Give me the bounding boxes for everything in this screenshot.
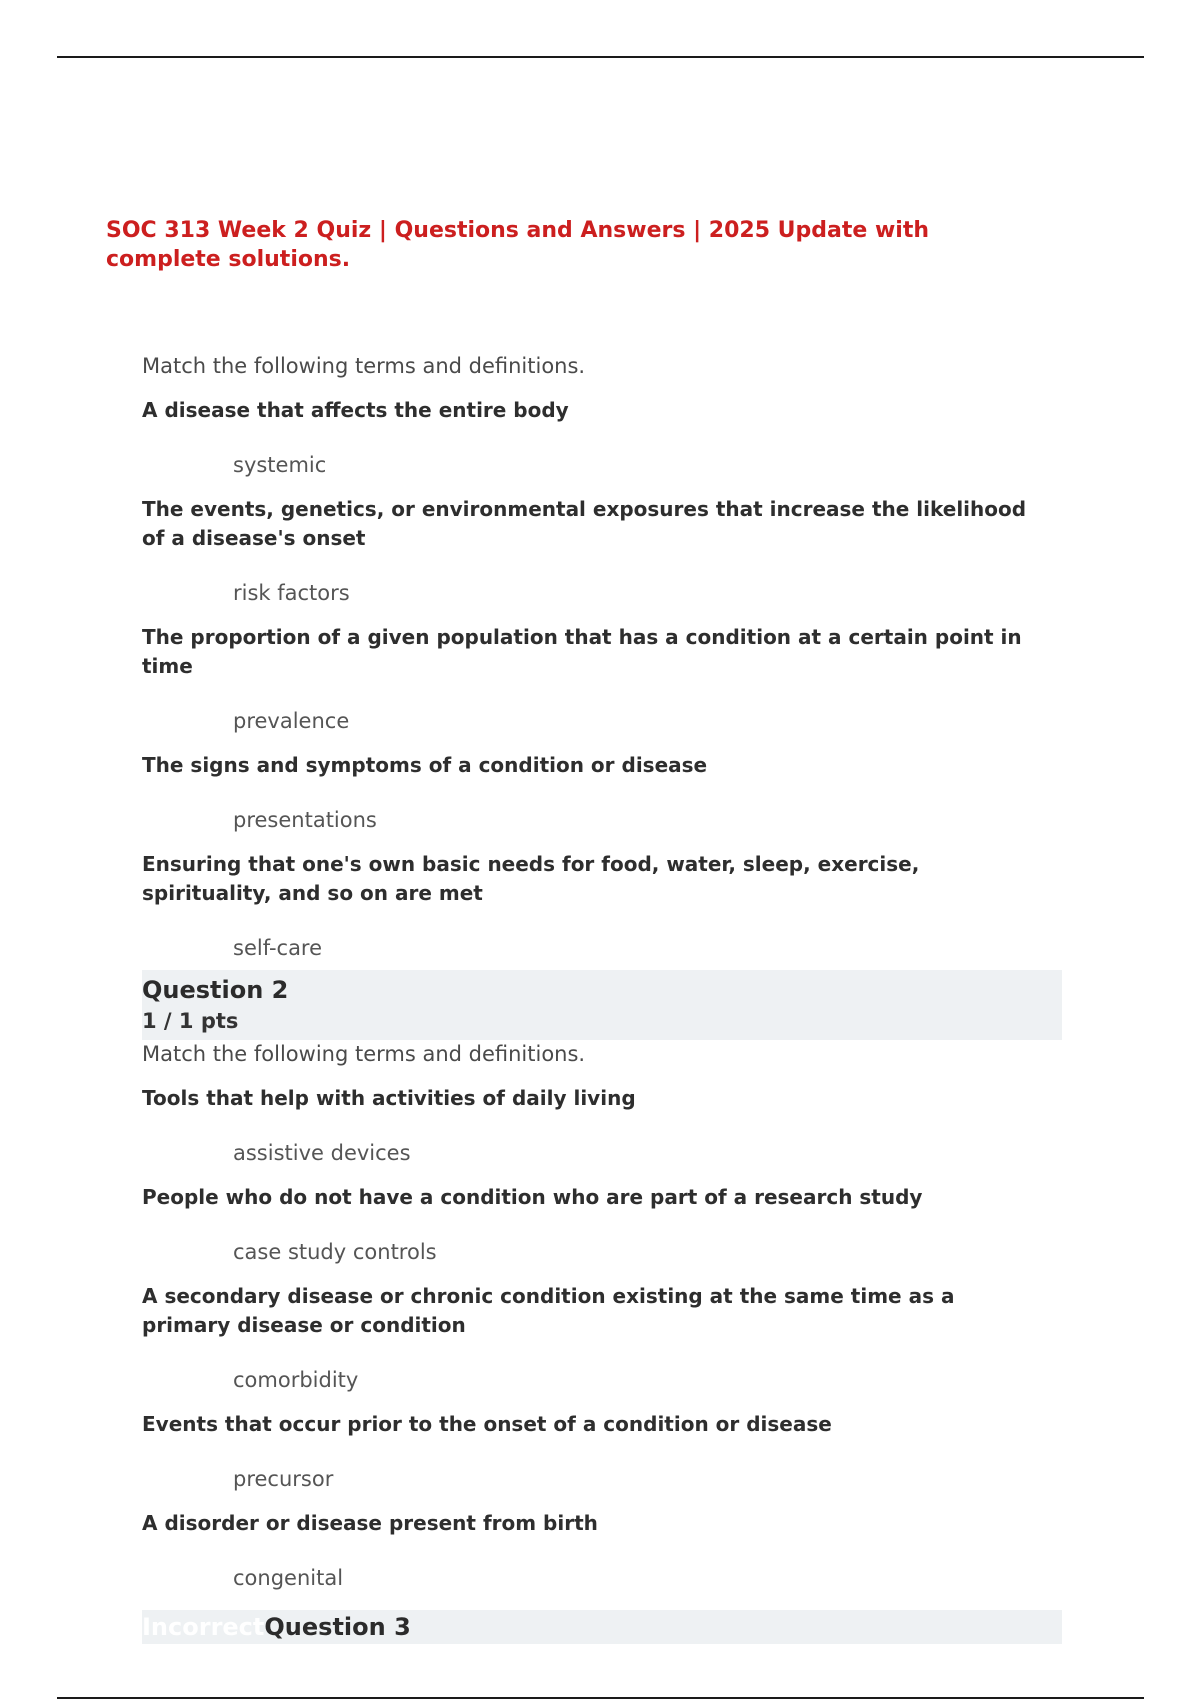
definition-text: The proportion of a given population that has a condition at a certain point in time [142,625,1022,678]
definition-text: Events that occur prior to the onset of a condition or disease [142,1412,832,1436]
definition-text: A secondary disease or chronic condition existing at the same time as a primary disease or condition [142,1284,955,1337]
question-instruction: Match the following terms and definitions. [142,354,586,378]
question-instruction: Match the following terms and definitions. [142,1042,586,1066]
definition-text: People who do not have a condition who are part of a research study [142,1185,923,1209]
definition-text: A disease that affects the entire body [142,398,569,422]
matched-term: assistive devices [233,1141,411,1165]
top-rule [57,56,1144,58]
definition-text: Ensuring that one's own basic needs for food, water, sleep, exercise, spirituality, and so on are met [142,852,920,905]
matched-term: systemic [233,453,327,477]
question-2-header [142,970,1062,1040]
question-points: 1 / 1 pts [142,1009,239,1033]
question-3-header [142,1610,1062,1644]
incorrect-label: Incorrect [142,1613,265,1641]
matched-term: precursor [233,1467,334,1491]
matched-term: congenital [233,1566,344,1590]
definition-text: Tools that help with activities of daily living [142,1086,636,1110]
matched-term: comorbidity [233,1368,359,1392]
matched-term: prevalence [233,709,350,733]
matched-term: presentations [233,808,377,832]
matched-term: case study controls [233,1240,437,1264]
matched-term: self-care [233,936,323,960]
definition-text: A disorder or disease present from birth [142,1511,598,1535]
question-heading: Question 3 [264,1613,411,1641]
document-title: SOC 313 Week 2 Quiz | Questions and Answers | 2025 Update with complete solutions. [106,218,930,272]
definition-text: The events, genetics, or environmental exposures that increase the likelihood of a disease's onset [142,497,1027,550]
bottom-rule [57,1697,1144,1699]
matched-term: risk factors [233,581,350,605]
question-heading: Question 2 [142,976,289,1004]
definition-text: The signs and symptoms of a condition or disease [142,753,708,777]
question-2 [142,1040,1062,1592]
quiz-content [142,352,1062,1644]
question-1 [142,352,1062,962]
